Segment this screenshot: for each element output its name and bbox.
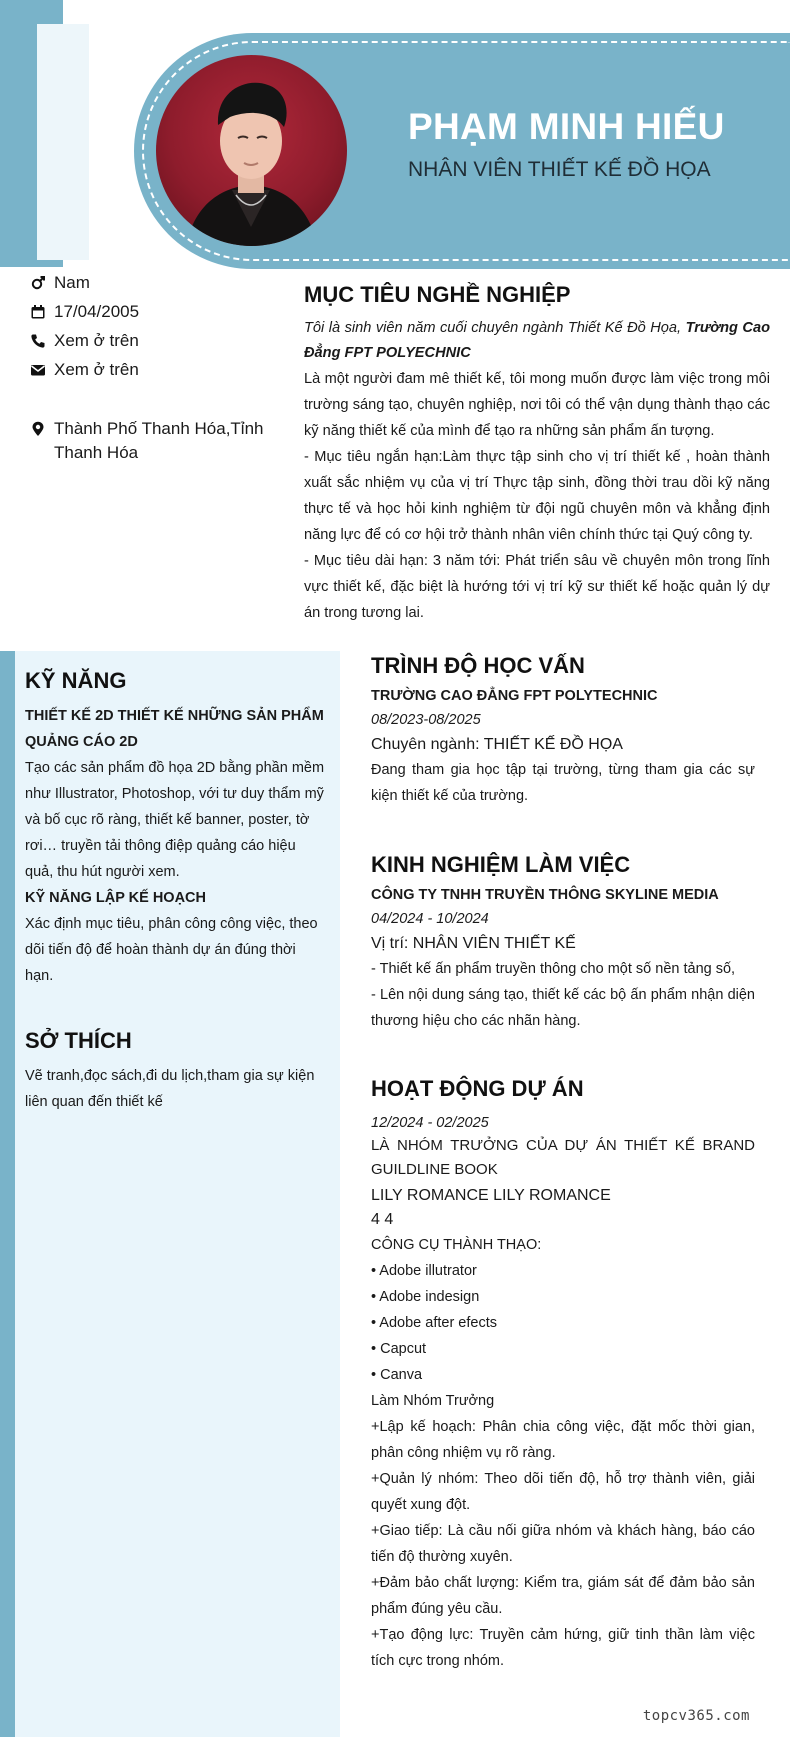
left-accent-strip: [0, 651, 15, 1737]
project-role: LÀ NHÓM TRƯỞNG CỦA DỰ ÁN THIẾT KẾ BRAND GUILDLINE BOOK: [371, 1137, 755, 1178]
objective-short-term: - Mục tiêu ngắn hạn:Làm thực tập sinh cho vị trí thiết kế , hoàn thành xuất sắc nhiệm vụ của vị trí Thực tập sinh, đồng thời trau dồi kỹ năng thực tế và học hỏi kinh nghiệm từ đội ngũ chuyên môn và khẳng định năng lực để có cơ hội trở thành nhân viên chính thức tại Quý công ty.: [304, 449, 770, 543]
objective-intro-school: Trường Cao Đẳng FPT POLYECHNIC: [304, 320, 770, 361]
lead-item: +Tạo động lực: Truyền cảm hứng, giữ tinh thần làm việc tích cực trong nhóm.: [371, 1627, 755, 1669]
skills-title: KỸ NĂNG: [25, 668, 127, 693]
tool-item: • Adobe indesign: [371, 1289, 480, 1305]
objective-intro-text: Tôi là sinh viên năm cuối chuyên ngành Thiết Kế Đồ Họa,: [304, 320, 686, 336]
objective-long-term: - Mục tiêu dài hạn: 3 năm tới: Phát triển sâu về chuyên môn trong lĩnh vực thiết kế, đặc biệt là hướng tới vị trí kỹ sư thiết kế hoặc quản lý dự án trong tương lai.: [304, 553, 770, 621]
skill-name: THIẾT KẾ 2D THIẾT KẾ NHỮNG SẢN PHẨM QUẢNG CÁO 2D: [25, 708, 324, 750]
phone-icon: [30, 329, 54, 353]
objective-intro: [304, 316, 770, 366]
contact-email-value: Xem ở trên: [54, 360, 139, 379]
experience-company: CÔNG TY TNHH TRUYỀN THÔNG SKYLINE MEDIA: [371, 887, 719, 903]
hobbies-title: SỞ THÍCH: [25, 1028, 132, 1053]
skill-name: KỸ NĂNG LẬP KẾ HOẠCH: [25, 890, 206, 906]
skill-description: Tạo các sản phẩm đồ họa 2D bằng phần mềm như Illustrator, Photoshop, với tư duy thẩm mỹ và bố cục rõ ràng, thiết kế banner, poster, tờ rơi… truyền tải thông điệp quảng cáo hiệu quả, thu hút người xem.: [25, 760, 325, 880]
experience-position: Vị trí: NHÂN VIÊN THIẾT KẾ: [371, 935, 576, 952]
education-major: Chuyên ngành: THIẾT KẾ ĐỒ HỌA: [371, 736, 623, 753]
objective-paragraph: Là một người đam mê thiết kế, tôi mong muốn được làm việc trong môi trường sáng tạo, chuyên nghiệp, nơi tôi có thể vận dụng thành thạo các kỹ năng thiết kế của mình để tạo ra những sản phẩm ấn tượng.: [304, 371, 770, 439]
education-school: TRƯỜNG CAO ĐẲNG FPT POLYTECHNIC: [371, 688, 658, 704]
experience-period: 04/2024 - 10/2024: [371, 911, 489, 927]
header-accent-inner: [37, 24, 89, 260]
contact-phone: [30, 329, 290, 353]
experience-section: [371, 850, 755, 1034]
lead-item: +Lập kế hoạch: Phân chia công việc, đặt mốc thời gian, phân công nhiệm vụ rõ ràng.: [371, 1419, 755, 1461]
tool-item: • Adobe after efects: [371, 1315, 497, 1331]
project-count: 4 4: [371, 1211, 394, 1228]
watermark: topcv365.com: [642, 1708, 750, 1724]
skill-description: Xác định mục tiêu, phân công công việc, theo dõi tiến độ để hoàn thành dự án đúng thời hạn.: [25, 916, 318, 984]
projects-title: HOẠT ĐỘNG DỰ ÁN: [371, 1076, 584, 1101]
lead-item: +Giao tiếp: Là cầu nối giữa nhóm và khách hàng, báo cáo tiến độ thường xuyên.: [371, 1523, 755, 1565]
email-icon: [30, 358, 54, 382]
project-name: LILY ROMANCE LILY ROMANCE: [371, 1187, 611, 1204]
job-title: NHÂN VIÊN THIẾT KẾ ĐỒ HỌA: [408, 158, 711, 181]
projects-section: [371, 1074, 755, 1674]
contact-gender: [30, 271, 290, 295]
education-description: Đang tham gia học tập tại trường, từng tham gia các sự kiện thiết kế của trường.: [371, 762, 755, 804]
education-section: [371, 651, 755, 809]
experience-duty: - Lên nội dung sáng tạo, thiết kế các bộ ấn phẩm nhận diện thương hiệu cho các nhãn hàng.: [371, 987, 755, 1029]
experience-title: KINH NGHIỆM LÀM VIỆC: [371, 852, 631, 877]
candidate-name: PHẠM MINH HIẾU: [408, 106, 725, 147]
lead-item: +Đảm bảo chất lượng: Kiểm tra, giám sát để đảm bảo sản phẩm đúng yêu cầu.: [371, 1575, 755, 1617]
contact-phone-value: Xem ở trên: [54, 331, 139, 350]
hobbies-text: Vẽ tranh,đọc sách,đi du lịch,tham gia sự kiện liên quan đến thiết kế: [25, 1068, 315, 1110]
career-objective-title: MỤC TIÊU NGHỀ NGHIỆP: [304, 282, 571, 307]
location-icon: [30, 417, 54, 441]
hobbies-section: [25, 1026, 330, 1115]
contact-birthdate: [30, 300, 290, 324]
contact-address: [30, 417, 290, 465]
lead-label: Làm Nhóm Trưởng: [371, 1393, 495, 1409]
skills-section: [25, 666, 325, 989]
contact-gender-value: Nam: [54, 273, 90, 292]
tool-item: • Capcut: [371, 1341, 427, 1357]
career-objective-section: [304, 280, 770, 626]
experience-duty: - Thiết kế ấn phẩm truyền thông cho một số nền tảng số,: [371, 961, 736, 977]
contact-address-value: Thành Phố Thanh Hóa,Tỉnh Thanh Hóa: [54, 419, 264, 462]
gender-icon: [30, 271, 54, 295]
contact-email: [30, 358, 290, 382]
project-period: 12/2024 - 02/2025: [371, 1115, 489, 1131]
education-period: 08/2023-08/2025: [371, 712, 481, 728]
contact-birthdate-value: 17/04/2005: [54, 302, 140, 321]
tool-item: • Adobe illutrator: [371, 1263, 477, 1279]
profile-photo: [156, 55, 347, 246]
education-title: TRÌNH ĐỘ HỌC VẤN: [371, 653, 585, 678]
lead-item: +Quản lý nhóm: Theo dõi tiến độ, hỗ trợ thành viên, giải quyết xung đột.: [371, 1471, 755, 1513]
tool-item: • Canva: [371, 1367, 423, 1383]
tools-label: CÔNG CỤ THÀNH THẠO:: [371, 1237, 542, 1253]
profile-photo-illustration: [156, 55, 347, 246]
calendar-icon: [30, 300, 54, 324]
